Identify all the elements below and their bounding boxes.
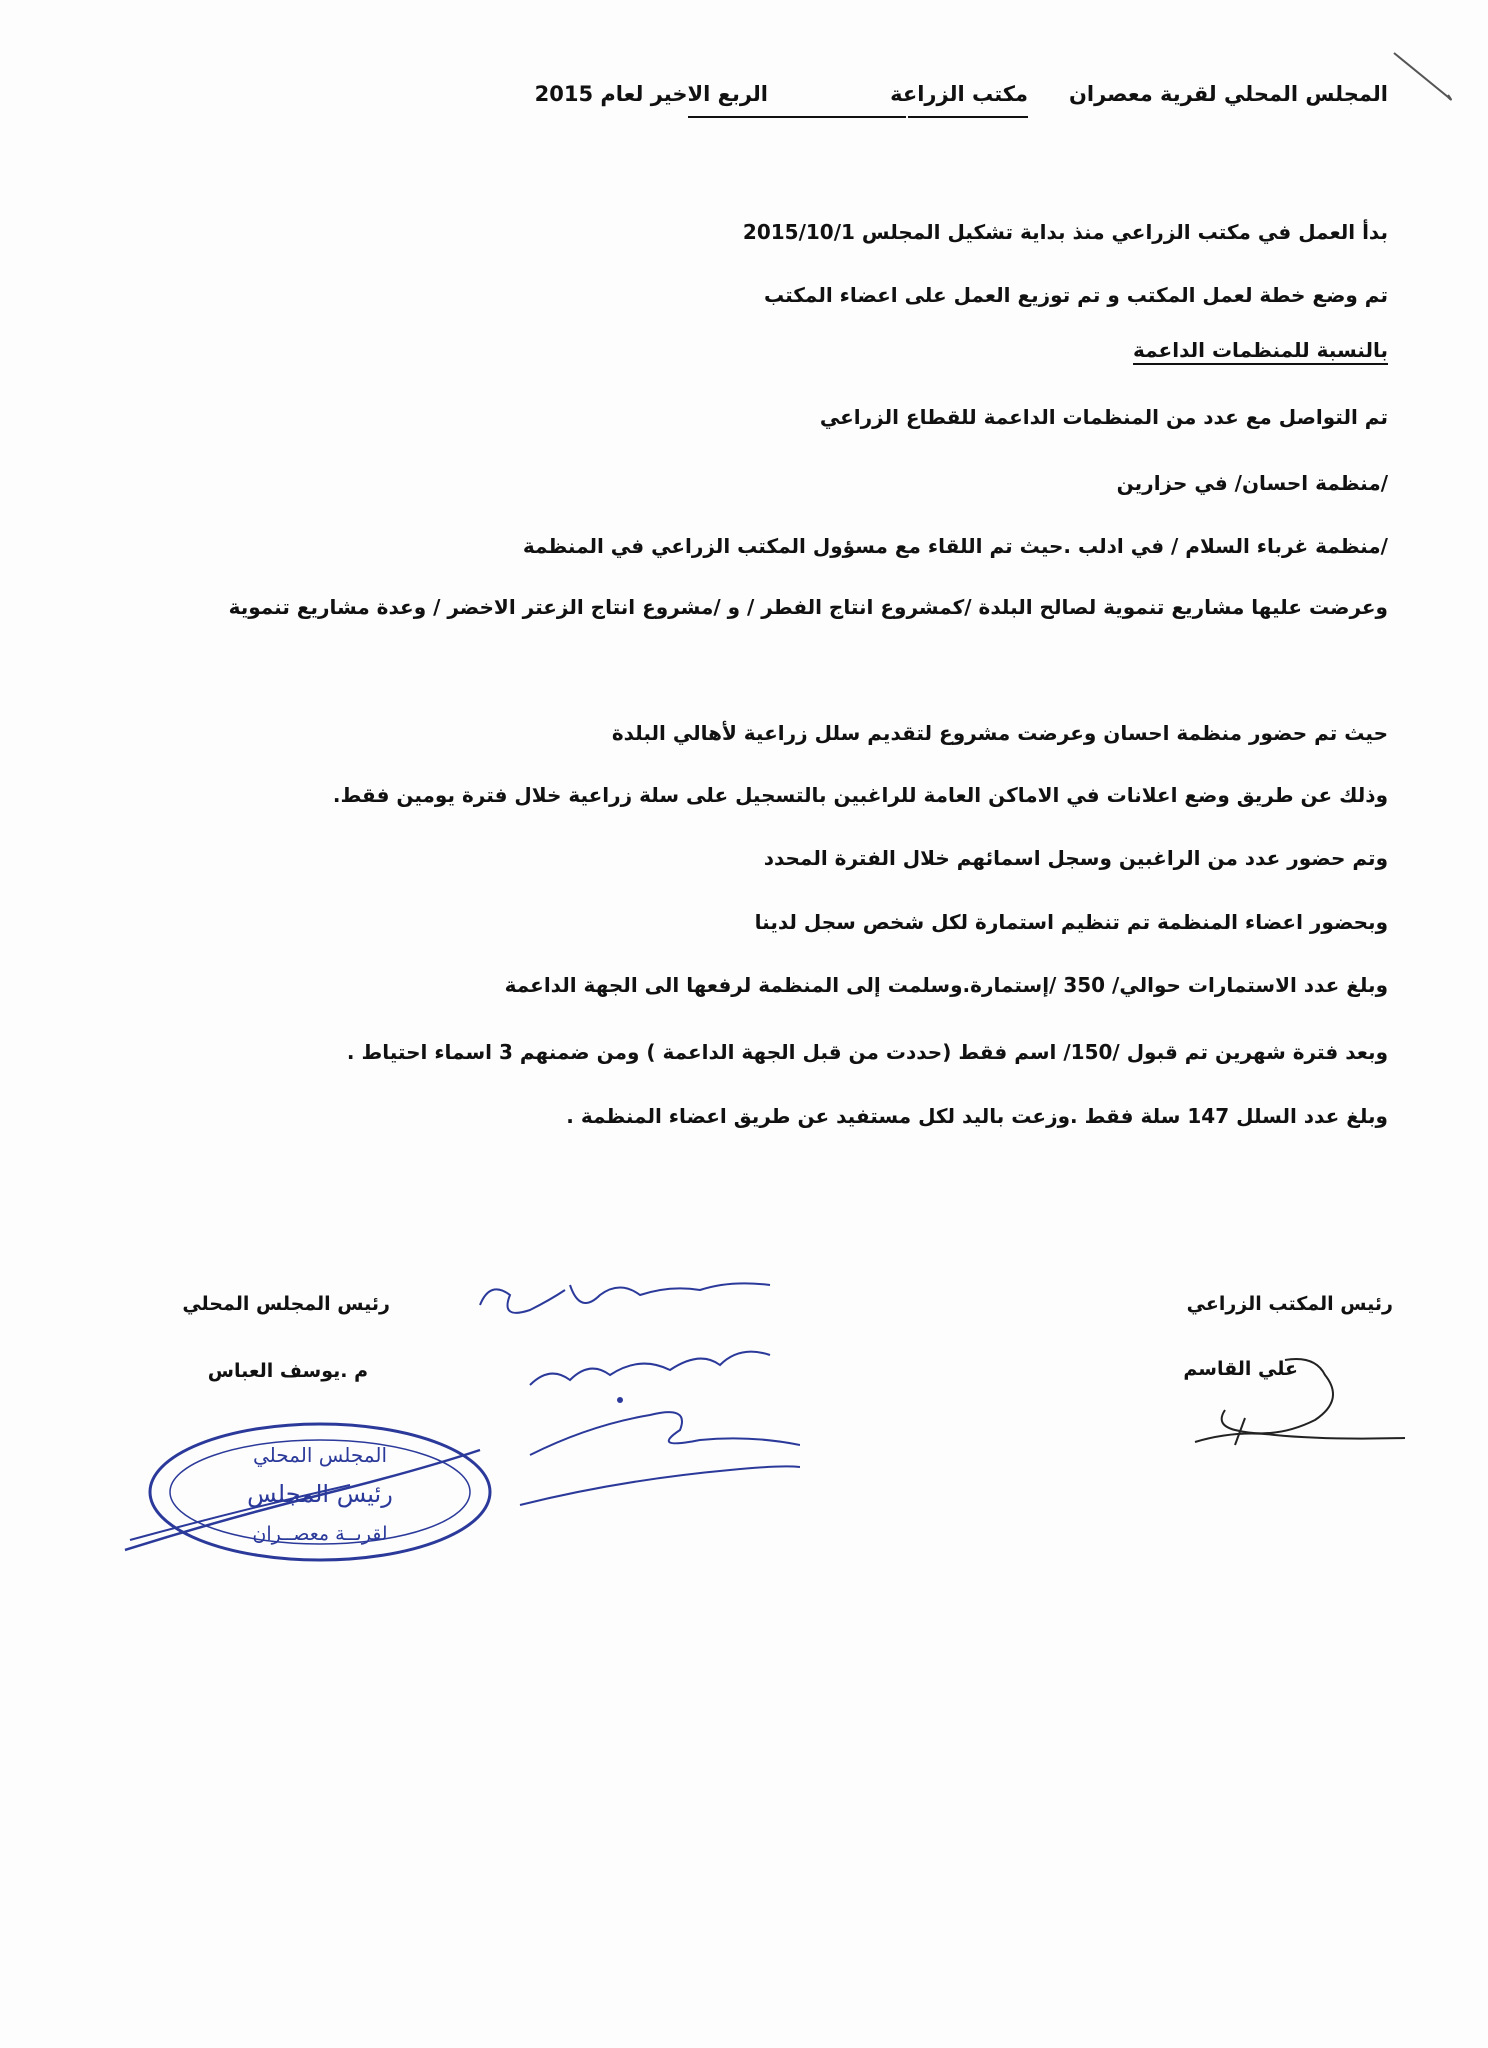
body-line: وعرضت عليها مشاريع تنموية لصالح البلدة /كمشروع انتاج الفطر / و /مشروع انتاج الزعتر الاخضر / وعدة مشاريع تنموية [228,595,1388,619]
pen-mark [1390,45,1460,115]
body-line: وبحضور اعضاء المنظمة تم تنظيم استمارة لكل شخص سجل لدينا [754,910,1388,934]
section-heading: بالنسبة للمنظمات الداعمة [1133,338,1388,362]
stamp-line-3: لقريــة معصــران [252,1523,388,1545]
stamp-line-1: المجلس المحلي [252,1443,388,1467]
body-line: /منظمة احسان/ في حزارين [1116,471,1388,495]
body-line: وتم حضور عدد من الراغبين وسجل اسمائهم خلال الفترة المحدد [763,846,1388,870]
council-head-name: م .يوسف العباس [207,1360,368,1382]
body-line: تم التواصل مع عدد من المنظمات الداعمة للقطاع الزراعي [819,405,1388,429]
document-header [388,82,1388,132]
signature-scribble [1175,1350,1415,1460]
council-stamp [120,1410,500,1570]
body-line: حيث تم حضور منظمة احسان وعرضت مشروع لتقديم سلل زراعية لأهالي البلدة [611,721,1388,745]
body-line: وبلغ عدد السلل 147 سلة فقط .وزعت باليد لكل مستفيد عن طريق اعضاء المنظمة . [566,1104,1388,1128]
office-underline [908,116,1028,118]
agri-office-head-name: علي القاسم [1183,1358,1298,1380]
stamp-line-2: رئيس المجلس [247,1480,393,1508]
body-line: تم وضع خطة لعمل المكتب و تم توزيع العمل على اعضاء المكتب [763,283,1388,307]
council-head-title: رئيس المجلس المحلي [182,1293,390,1315]
handwritten-signatures [470,1255,800,1515]
body-line: /منظمة غرباء السلام / في ادلب .حيث تم اللقاء مع مسؤول المكتب الزراعي في المنظمة [522,534,1388,558]
office-name: مكتب الزراعة [890,82,1028,106]
agri-office-head-title: رئيس المكتب الزراعي [1186,1293,1393,1315]
body-line: بدأ العمل في مكتب الزراعي منذ بداية تشكيل المجلس 2015/10/1 [742,220,1388,244]
body-line: وبلغ عدد الاستمارات حوالي/ 350 /إستمارة.وسلمت إلى المنظمة لرفعها الى الجهة الداعمة [504,973,1388,997]
report-period: الربع الاخير لعام 2015 [534,82,768,106]
council-name: المجلس المحلي لقرية معصران [1068,82,1388,106]
blank-line [688,116,906,118]
body-line: وبعد فترة شهرين تم قبول /150/ اسم فقط (حددت من قبل الجهة الداعمة ) ومن ضمنهم 3 اسماء احتياط . [346,1040,1388,1064]
body-line: وذلك عن طريق وضع اعلانات في الاماكن العامة للراغبين بالتسجيل على سلة زراعية خلال فترة يومين فقط. [332,783,1388,807]
